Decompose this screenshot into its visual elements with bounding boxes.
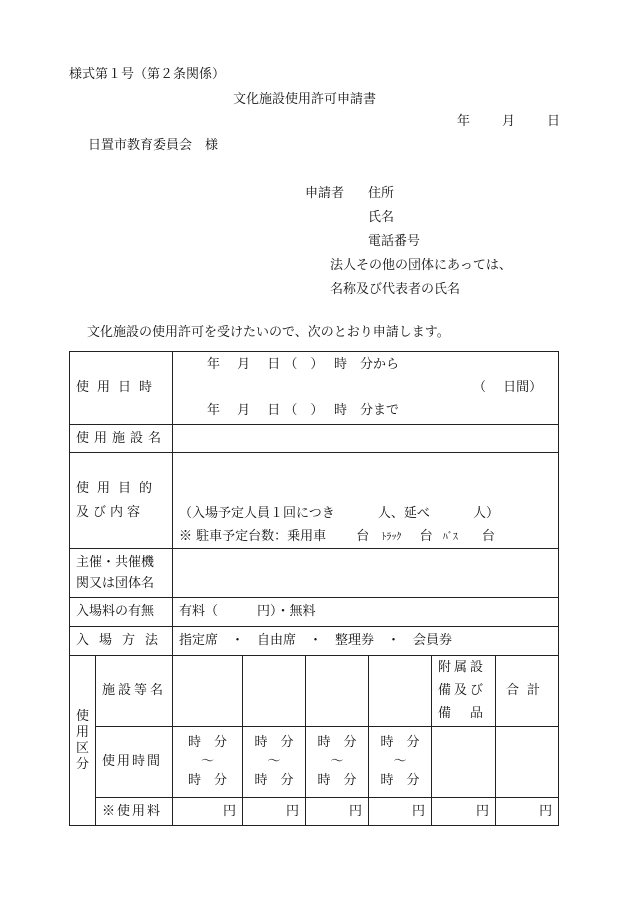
datetime-to: 年 月 日 （ ） 時 分まで	[207, 403, 400, 418]
usage-fee-yen-4[interactable]: 円	[369, 798, 432, 826]
facility-name-cell-4[interactable]	[369, 656, 432, 727]
usage-char-4: 分	[75, 756, 89, 772]
usage-category-label	[70, 656, 96, 826]
entry-method-label: 入場方法	[70, 627, 173, 656]
parking-bus-unit: 台	[481, 529, 495, 544]
organizer-label-line2: 関又は団体名	[76, 576, 155, 591]
parking-truck-label: ﾄﾗｯｸ	[381, 532, 402, 543]
usage-char-1: 使	[75, 708, 89, 724]
time-end-1: 時 分	[188, 773, 228, 788]
usage-time-cell-4[interactable]	[369, 727, 432, 798]
usage-time-total-cell[interactable]	[496, 727, 559, 798]
usage-fee-yen-equipment[interactable]: 円	[432, 798, 496, 826]
time-start-4: 時 分	[380, 735, 420, 750]
applicant-name-label: 氏名	[368, 210, 395, 225]
organizer-label-line1: 主催・共催機	[76, 555, 155, 570]
facility-name-cell-3[interactable]	[306, 656, 369, 727]
corporate-note-line1: 法人その他の団体にあっては、	[330, 258, 512, 273]
row-usage-fee	[70, 798, 559, 826]
document-title: 文化施設使用許可申請書	[233, 92, 377, 107]
corporate-note-line2: 名称及び代表者の氏名	[330, 282, 461, 297]
datetime-days: （ 日間）	[473, 380, 543, 395]
purpose-label-line2: 及び内容	[76, 505, 145, 520]
purpose-label-line1: 使用目的	[76, 481, 161, 496]
equipment-label-line2: 備及び	[438, 683, 487, 698]
usage-time-cell-3[interactable]	[306, 727, 369, 798]
parking-car: ※ 駐車予定台数：乗用車 台	[179, 529, 370, 544]
facility-input-cell[interactable]	[173, 425, 559, 453]
fee-label: 入場料の有無	[70, 598, 173, 627]
organizer-label	[70, 549, 173, 598]
datetime-cell[interactable]	[173, 352, 559, 425]
time-start-2: 時 分	[254, 735, 294, 750]
time-tilde-4: 〜	[393, 754, 407, 769]
applicant-phone-label: 電話番号	[368, 234, 421, 249]
application-table	[69, 351, 559, 826]
usage-fee-yen-1[interactable]: 円	[173, 798, 243, 826]
time-start-3: 時 分	[317, 735, 357, 750]
applicant-label: 申請者	[305, 186, 345, 201]
usage-char-2: 用	[75, 724, 89, 740]
equipment-label-line3: 備 品	[438, 706, 487, 721]
attendance-line: （入場予定人員１回につき 人、延べ 人）	[179, 506, 500, 521]
time-end-4: 時 分	[380, 773, 420, 788]
datetime-from: 年 月 日 （ ） 時 分から	[207, 357, 400, 372]
facility-name-cell-1[interactable]	[173, 656, 243, 727]
row-facility-names	[70, 656, 559, 727]
date-year-label: 年	[457, 114, 471, 129]
time-end-2: 時 分	[254, 773, 294, 788]
addressee: 日置市教育委員会 様	[88, 138, 219, 153]
usage-char-3: 区	[75, 740, 89, 756]
facility-label: 使用施設名	[70, 425, 173, 453]
time-tilde-1: 〜	[201, 754, 215, 769]
fee-value[interactable]: 有料（ 円）・無料	[173, 598, 559, 627]
row-entry-method	[70, 627, 559, 656]
usage-time-label: 使用時間	[96, 727, 173, 798]
equipment-label-line1: 附属設	[438, 660, 487, 675]
row-purpose	[70, 453, 559, 549]
organizer-input-cell[interactable]	[173, 549, 559, 598]
usage-time-cell-2[interactable]	[243, 727, 306, 798]
facilities-label: 施設等名	[96, 656, 173, 727]
facility-name-cell-2[interactable]	[243, 656, 306, 727]
time-tilde-2: 〜	[267, 754, 281, 769]
date-day-label: 日	[547, 114, 561, 129]
datetime-label: 使用日時	[70, 352, 173, 425]
usage-fee-yen-total[interactable]: 円	[496, 798, 559, 826]
row-datetime	[70, 352, 559, 425]
time-start-1: 時 分	[188, 735, 228, 750]
purpose-label	[70, 453, 173, 549]
parking-line	[179, 529, 495, 546]
usage-fee-yen-2[interactable]: 円	[243, 798, 306, 826]
form-number: 様式第１号（第２条関係）	[69, 67, 226, 82]
row-entry-fee	[70, 598, 559, 627]
usage-time-equipment-cell[interactable]	[432, 727, 496, 798]
time-end-3: 時 分	[317, 773, 357, 788]
usage-fee-yen-3[interactable]: 円	[306, 798, 369, 826]
row-usage-time	[70, 727, 559, 798]
purpose-cell[interactable]	[173, 453, 559, 549]
applicant-address-label: 住所	[368, 186, 395, 201]
equipment-label	[432, 656, 496, 727]
date-month-label: 月	[502, 114, 516, 129]
usage-fee-label: ※使用料	[96, 798, 173, 826]
parking-bus-label: ﾊﾞｽ	[442, 532, 458, 543]
row-facility	[70, 425, 559, 453]
entry-method-value[interactable]: 指定席 ・ 自由席 ・ 整理券 ・ 会員券	[173, 627, 559, 656]
time-tilde-3: 〜	[330, 754, 344, 769]
parking-truck-unit: 台	[419, 529, 433, 544]
row-organizer	[70, 549, 559, 598]
total-label: 合計	[496, 656, 559, 727]
usage-time-cell-1[interactable]	[173, 727, 243, 798]
intro-text: 文化施設の使用許可を受けたいので、次のとおり申請します。	[87, 325, 450, 340]
